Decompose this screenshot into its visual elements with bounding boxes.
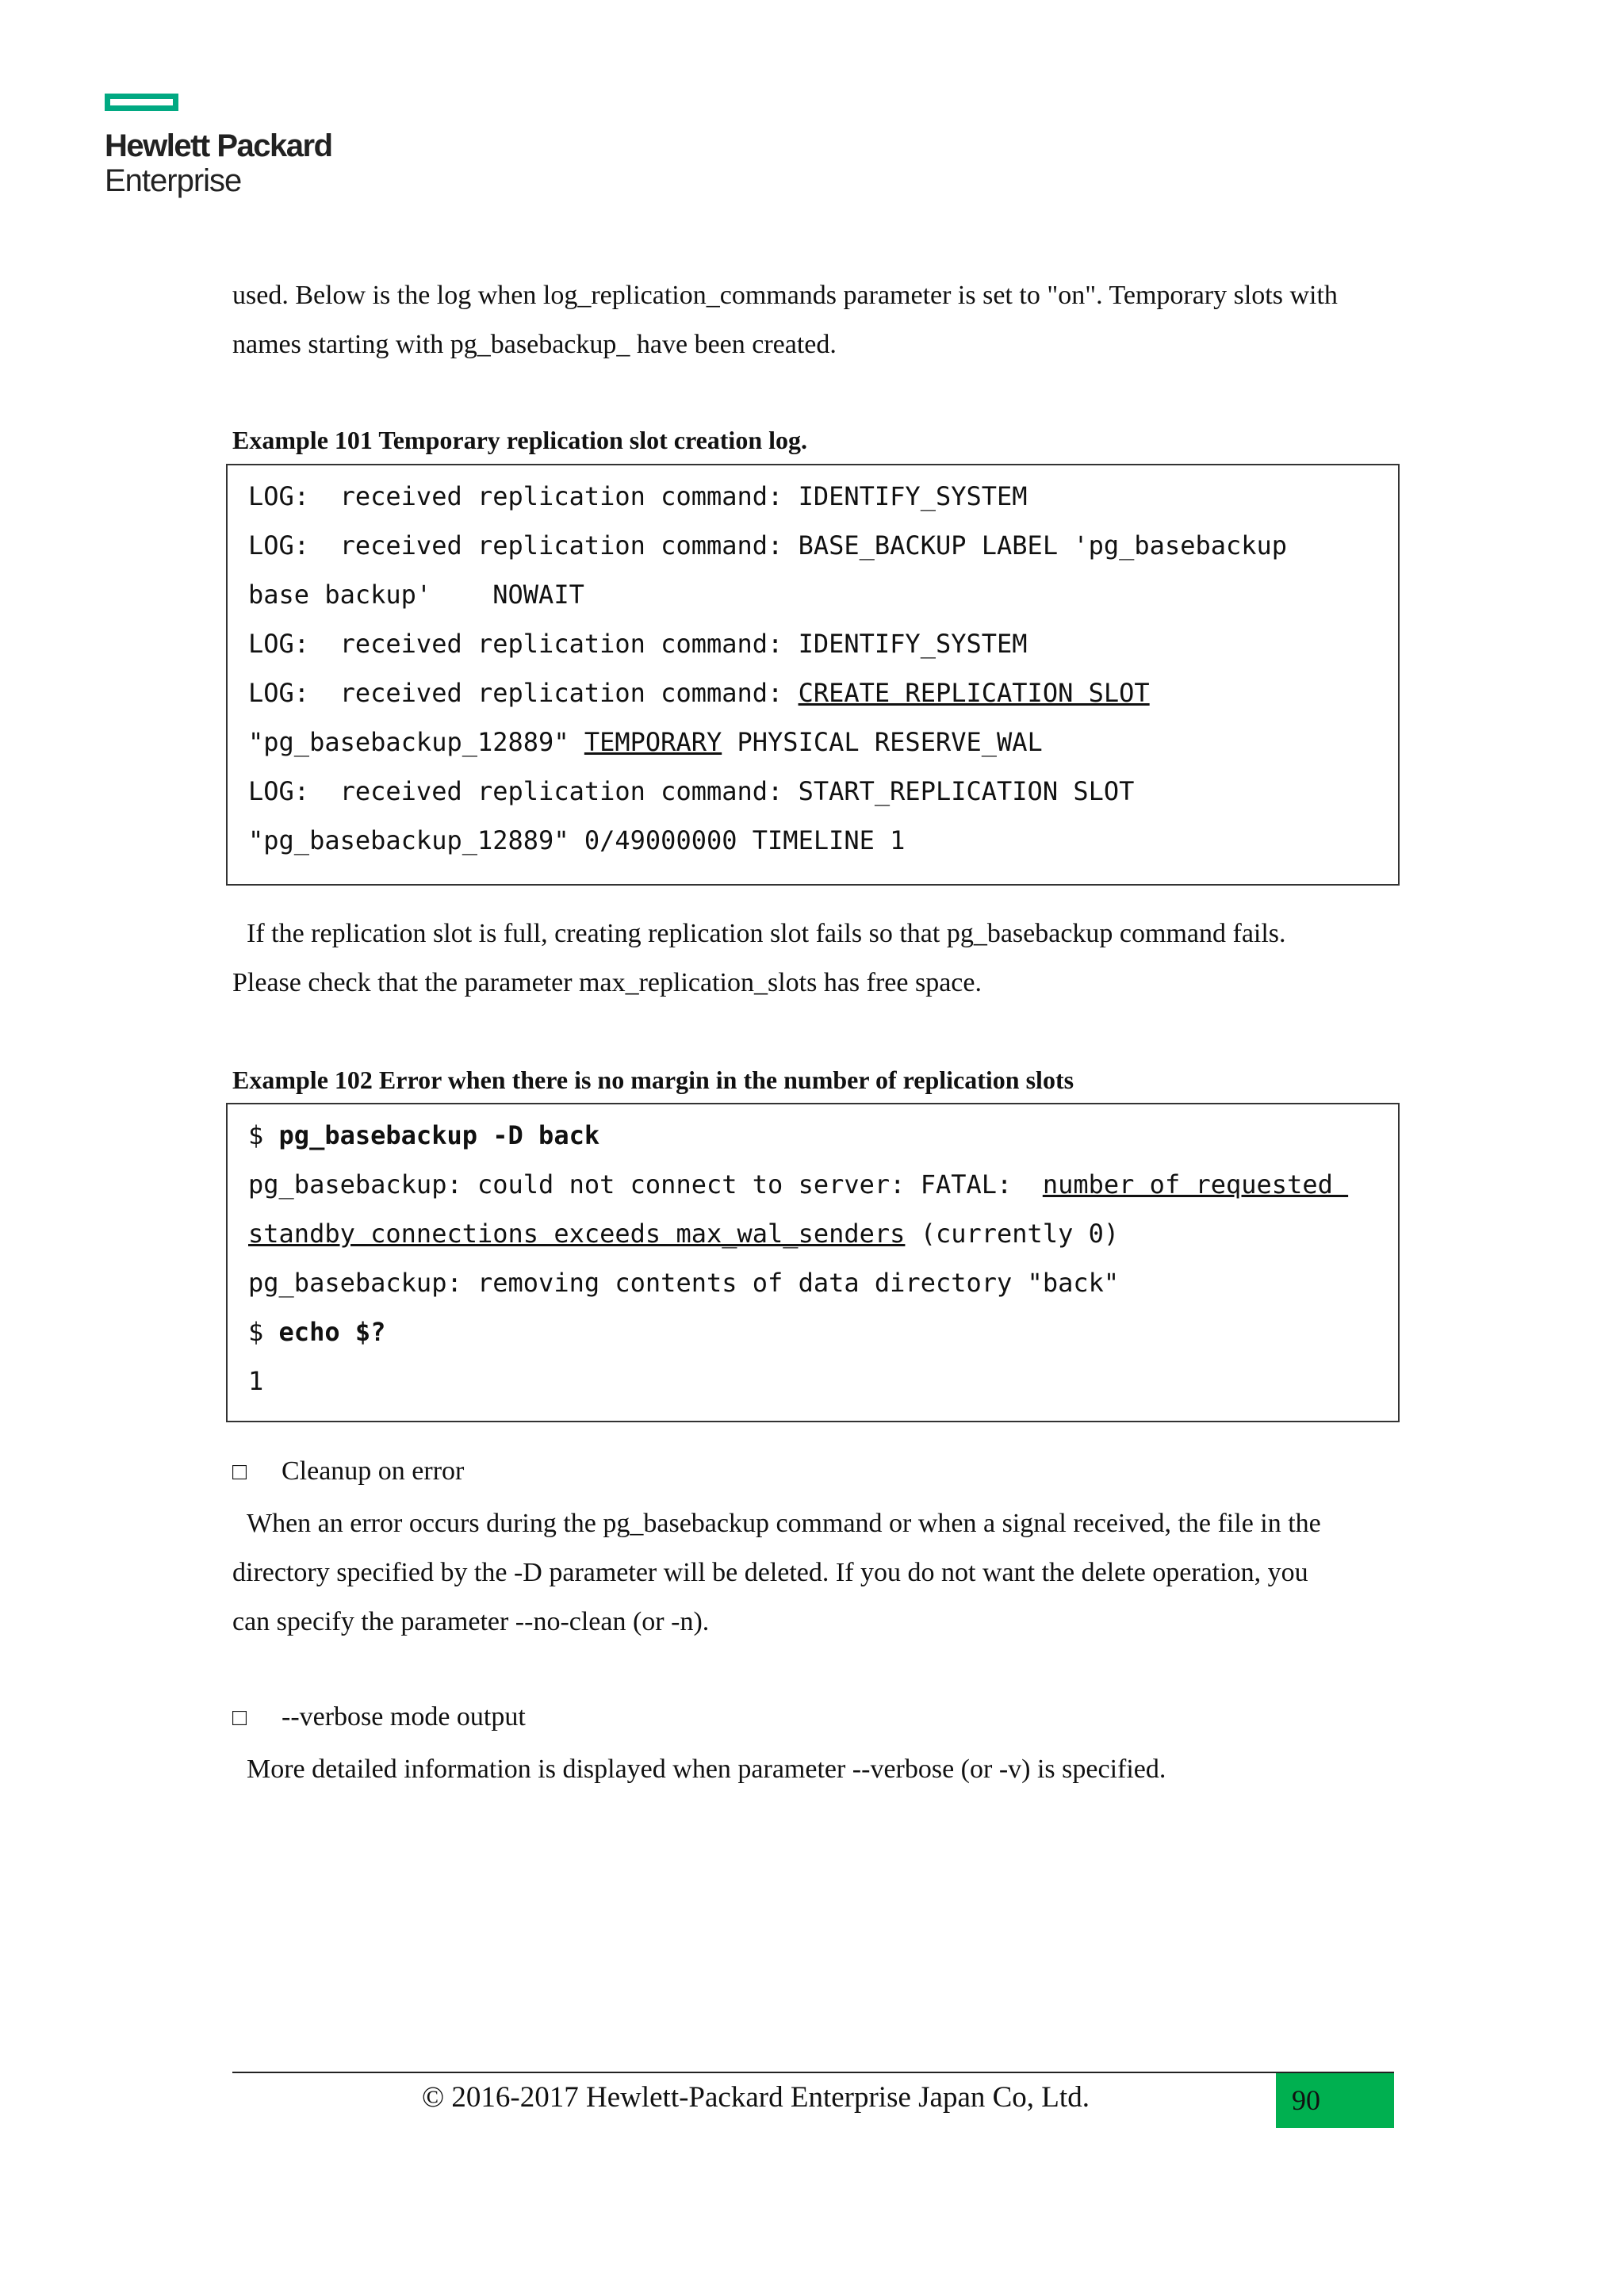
slot-full-line: Please check that the parameter max_replication_slots has free space.	[232, 968, 982, 997]
example-101-code-block	[226, 464, 1400, 886]
log-line	[248, 668, 1398, 718]
log-highlight: CREATE REPLICATION SLOT	[798, 678, 1150, 708]
output-highlight: number of requested	[1042, 1169, 1349, 1200]
output-line	[248, 1160, 1398, 1209]
command: pg_basebackup -D back	[278, 1120, 600, 1150]
log-line: LOG: received replication command: START_REPLICATION SLOT	[248, 776, 1135, 806]
output-highlight: standby connections exceeds max_wal_senders	[248, 1219, 906, 1249]
example-101-caption: Example 101 Temporary replication slot creation log.	[232, 426, 807, 454]
footer-divider	[232, 2072, 1394, 2073]
log-line: LOG: received replication command: IDENTIFY_SYSTEM	[248, 481, 1028, 511]
verbose-paragraph	[232, 1745, 1394, 1794]
logo-text-line2: Enterprise	[105, 163, 242, 198]
log-line: base backup' NOWAIT	[248, 580, 584, 610]
command: echo $?	[278, 1317, 386, 1347]
verbose-heading	[232, 1702, 526, 1732]
cleanup-line: directory specified by the -D parameter will be deleted. If you do not want the delete operation, you	[232, 1558, 1308, 1587]
cleanup-line: When an error occurs during the pg_basebackup command or when a signal received, the file in the	[247, 1509, 1321, 1538]
output-text: (currently 0)	[905, 1219, 1120, 1249]
example-102-caption: Example 102 Error when there is no margin in the number of replication slots	[232, 1066, 1074, 1094]
prompt: $	[248, 1120, 279, 1150]
cleanup-heading-text: Cleanup on error	[282, 1456, 465, 1486]
cleanup-heading	[232, 1456, 464, 1487]
bullet-square-icon: □	[232, 1705, 247, 1731]
logo-text-line1: Hewlett Packard	[105, 128, 332, 163]
log-line	[248, 718, 1398, 767]
command-line	[248, 1111, 1398, 1160]
slot-full-paragraph	[232, 909, 1394, 1008]
slot-full-line: If the replication slot is full, creating replication slot fails so that pg_basebackup command fails.	[247, 919, 1286, 948]
log-line: LOG: received replication command: BASE_BACKUP LABEL 'pg_basebackup	[248, 530, 1288, 561]
command-line	[248, 1307, 1398, 1357]
verbose-line: More detailed information is displayed when parameter --verbose (or -v) is specified.	[247, 1755, 1166, 1784]
log-highlight: TEMPORARY	[584, 727, 722, 757]
log-text: LOG: received replication command:	[248, 678, 799, 708]
log-line: LOG: received replication command: IDENTIFY_SYSTEM	[248, 629, 1028, 659]
hpe-logo-mark	[105, 94, 178, 111]
intro-line: names starting with pg_basebackup_ have been created.	[232, 330, 837, 359]
log-line: "pg_basebackup_12889" 0/49000000 TIMELINE 1	[248, 825, 906, 855]
log-text: PHYSICAL RESERVE_WAL	[722, 727, 1043, 757]
bullet-square-icon: □	[232, 1459, 247, 1485]
output-text: pg_basebackup: could not connect to server: FATAL:	[248, 1169, 1043, 1200]
verbose-heading-text: --verbose mode output	[282, 1702, 526, 1732]
intro-line: used. Below is the log when log_replication_commands parameter is set to "on". Temporary slots with	[232, 281, 1338, 310]
example-102-code-block	[226, 1103, 1400, 1422]
footer-copyright: © 2016-2017 Hewlett-Packard Enterprise Japan Co, Ltd.	[422, 2081, 1090, 2114]
intro-paragraph	[232, 271, 1394, 369]
cleanup-paragraph	[232, 1499, 1394, 1647]
output-line	[248, 1209, 1398, 1258]
log-text: "pg_basebackup_12889"	[248, 727, 584, 757]
page-number: 90	[1276, 2073, 1394, 2128]
prompt: $	[248, 1317, 279, 1347]
output-line: pg_basebackup: removing contents of data directory "back"	[248, 1268, 1120, 1298]
output-line: 1	[248, 1366, 264, 1396]
cleanup-line: can specify the parameter --no-clean (or -n).	[232, 1607, 710, 1636]
